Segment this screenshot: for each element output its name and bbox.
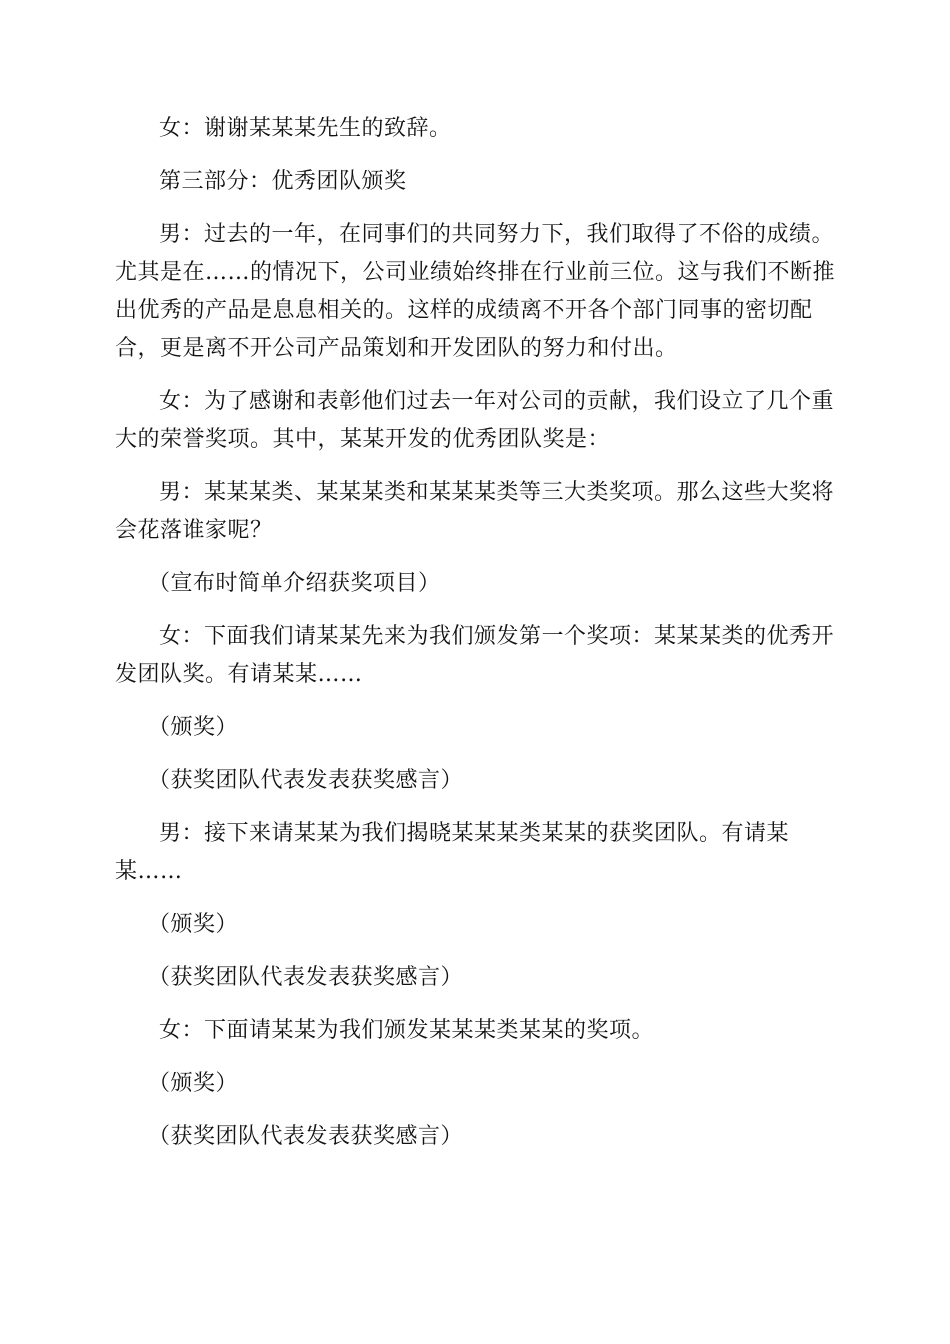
paragraph-male-categories: 男：某某某类、某某某类和某某某类等三大类奖项。那么这些大奖将会花落谁家呢？ [115, 480, 835, 543]
stage-direction: （获奖团队代表发表获奖感言） [148, 768, 464, 793]
paragraph-male-achievements: 男：过去的一年，在同事们的共同努力下，我们取得了不俗的成绩。尤其是在……的情况下，公司业绩始终排在行业前三位。这与我们不断推出优秀的产品是息息相关的。这样的成绩离不开各个部门同事的密切配合，更是离不开公司产品策划和开发团队的努力和付出。 [115, 222, 836, 361]
paragraph-female-third-award: 女：下面请某某为我们颁发某某某类某某的奖项。 [159, 1018, 655, 1043]
stage-direction: （颁奖） [148, 715, 239, 740]
paragraph-thanks: 女：谢谢某某某先生的致辞。 [159, 116, 452, 141]
paragraph-female-first-award: 女：下面我们请某某先来为我们颁发第一个奖项：某某某类的优秀开发团队奖。有请某某…… [115, 624, 835, 687]
stage-direction: （获奖团队代表发表获奖感言） [148, 1124, 464, 1149]
document-body [115, 110, 837, 1171]
stage-direction: （颁奖） [148, 912, 239, 937]
paragraph-male-second-award: 男：接下来请某某为我们揭晓某某某类某某的获奖团队。有请某某…… [115, 821, 790, 884]
stage-direction: （颁奖） [148, 1071, 239, 1096]
section-heading: 第三部分：优秀团队颁奖 [159, 169, 407, 194]
stage-direction: （宣布时简单介绍获奖项目） [148, 571, 441, 596]
stage-direction: （获奖团队代表发表获奖感言） [148, 965, 464, 990]
paragraph-female-awards: 女：为了感谢和表彰他们过去一年对公司的贡献，我们设立了几个重大的荣誉奖项。其中，某某开发的优秀团队奖是： [115, 389, 835, 452]
